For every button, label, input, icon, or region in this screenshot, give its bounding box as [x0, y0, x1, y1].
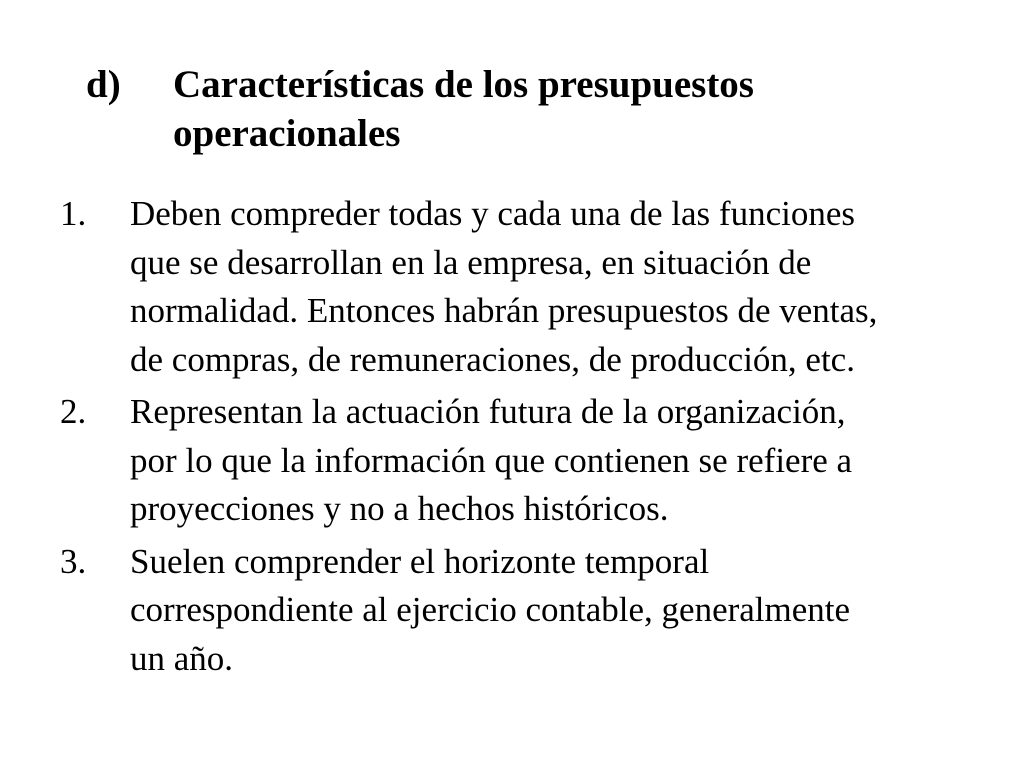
list-item-3 [60, 538, 990, 684]
item-line: por lo que la información que contienen se refiere a [130, 440, 853, 480]
list-item-1 [60, 190, 990, 384]
item-line: de compras, de remuneraciones, de producción, etc. [130, 339, 855, 379]
item-line: un año. [130, 638, 234, 678]
item-number: 1. [60, 194, 87, 233]
item-text [130, 190, 990, 384]
item-line: Representan la actuación futura de la organización, [130, 392, 846, 431]
item-line: correspondiente al ejercicio contable, generalmente [130, 590, 851, 629]
item-line: normalidad. Entonces habrán presupuestos de ventas, [130, 291, 878, 330]
title-text [173, 60, 933, 158]
title-line-2: operacionales [173, 112, 401, 155]
item-text [130, 538, 990, 684]
item-number: 3. [60, 541, 87, 581]
title-marker: d) [86, 63, 121, 106]
characteristics-list [60, 190, 990, 687]
item-line: proyecciones y no a hechos históricos. [130, 489, 669, 528]
item-number: 2. [60, 392, 87, 431]
title-line-1: Características de los presupuestos [173, 63, 754, 106]
item-line: Deben compreder todas y cada una de las funciones [130, 194, 855, 233]
list-item-2 [60, 388, 990, 534]
item-line: que se desarrollan en la empresa, en situación de [130, 242, 812, 282]
item-text [130, 388, 990, 534]
item-line: Suelen comprender el horizonte temporal [130, 541, 710, 581]
